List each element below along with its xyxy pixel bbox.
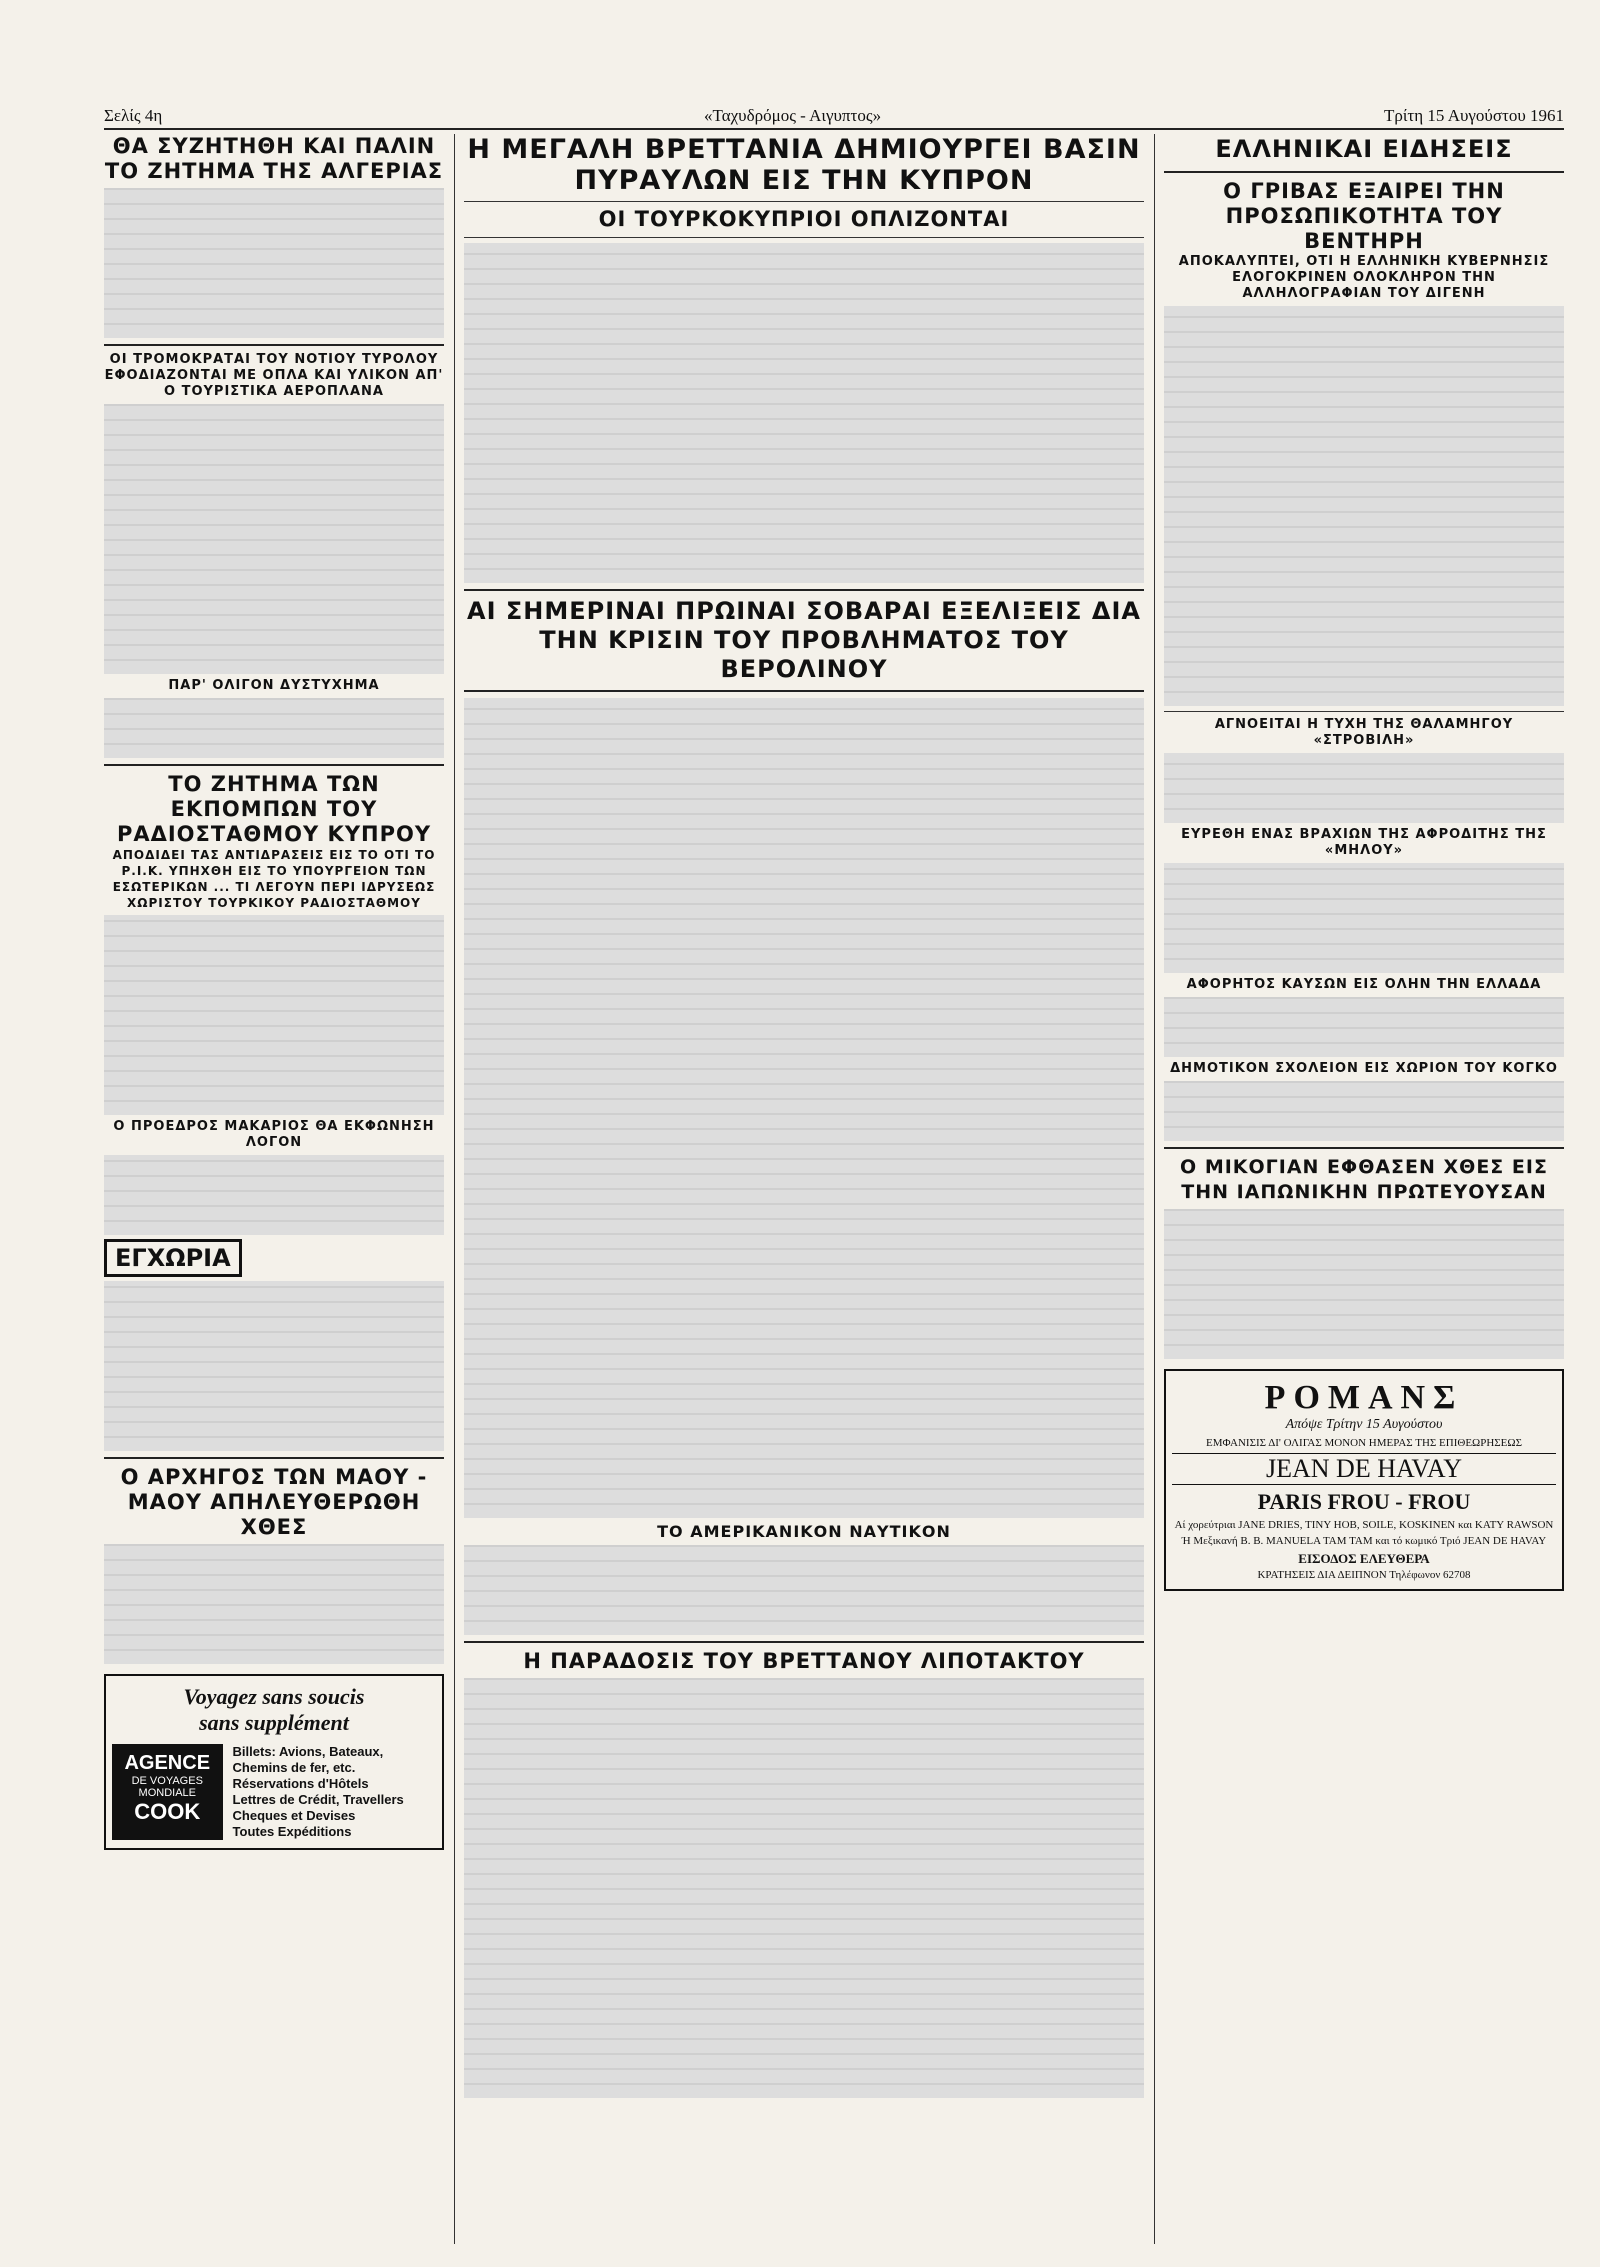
issue-date: Τρίτη 15 Αυγούστου 1961 (1383, 106, 1564, 125)
ad-phone: ΚΡΑΤΗΣΕΙΣ ΔΙΑ ΔΕΙΠΝΟΝ Τηλέφωνον 62708 (1257, 1569, 1471, 1581)
headline-tyrol: ΟΙ ΤΡΟΜΟΚΡΑΤΑΙ ΤΟΥ ΝΟΤΙΟΥ ΤΥΡΟΛΟΥ ΕΦΟΔΙΑΖΟΝΤΑΙ ΜΕ ΟΠΛΑ ΚΑΙ ΥΛΙΚΟΝ ΑΠ' Ο ΤΟΥΡΙΣΤΙΚΑ ΑΕΡΟΠΛΑΝΑ (104, 352, 444, 399)
section-logo-local: ΕΓΧΩΡΙΑ (104, 1239, 242, 1277)
headline-radio: ΤΟ ΖΗΤΗΜΑ ΤΩΝ ΕΚΠΟΜΠΩΝ ΤΟΥ ΡΑΔΙΟΣΤΑΘΜΟΥ ΚΥΠΡΟΥ (116, 772, 432, 846)
column-rule (1154, 134, 1155, 2244)
ad-slogan: Voyagez sans soucis (183, 1684, 365, 1709)
ad-item: Réservations d'Hôtels (232, 1776, 369, 1791)
ad-cast: Αί χορεύτριαι JANE DRIES, TINY HOB, SOILE, KOSKINEN και KATY RAWSON (1174, 1519, 1554, 1531)
article-body (464, 1678, 1144, 2098)
subhead-school: ΔΗΜΟΤΙΚΟΝ ΣΧΟΛΕΙΟΝ ΕΙΣ ΧΩΡΙΟΝ ΤΟΥ ΚΟΓΚΟ (1170, 1061, 1558, 1076)
ad-line: ΕΜΦΑΝΙΣΙΣ ΔΙ' ΟΛΙΓΑΣ ΜΟΝΟΝ ΗΜΕΡΑΣ ΤΗΣ ΕΠΙΘΕΩΡΗΣΕΩΣ (1206, 1437, 1522, 1449)
subhead-aphrodite: ΕΥΡΕΘΗ ΕΝΑΣ ΒΡΑΧΙΩΝ ΤΗΣ ΑΦΡΟΔΙΤΗΣ ΤΗΣ «ΜΗΛΟΥ» (1181, 827, 1547, 858)
article-body (464, 1545, 1144, 1635)
article-body (1164, 863, 1564, 973)
ad-show: PARIS FROU - FROU (1257, 1489, 1471, 1514)
ad-cast: Ή Μεξικανή B. B. MANUELA TAM TAM και τό κωμικό Τριό JEAN DE HAVAY (1181, 1535, 1547, 1547)
article-body (1164, 306, 1564, 706)
ad-date: Απόψε Τρίτην 15 Αυγούστου (1285, 1417, 1443, 1432)
ad-cook (104, 1674, 444, 1850)
article-body (104, 1544, 444, 1664)
subhead-yacht: ΑΓΝΟΕΙΤΑΙ Η ΤΥΧΗ ΤΗΣ ΘΑΛΑΜΗΓΟΥ «ΣΤΡΟΒΙΛΗ» (1214, 717, 1514, 748)
article-body (464, 698, 1144, 1518)
subhead-grivas: ΑΠΟΚΑΛΥΠΤΕΙ, ΟΤΙ Η ΕΛΛΗΝΙΚΗ ΚΥΒΕΡΝΗΣΙΣ ΕΛΟΓΟΚΡΙΝΕΝ ΟΛΟΚΛΗΡΟΝ ΤΗΝ ΑΛΛΗΛΟΓΡΑΦΙΑΝ ΤΟΥ ΔΙΓΕΝΗ (1178, 254, 1550, 301)
headline-grivas: Ο ΓΡΙΒΑΣ ΕΞΑΙΡΕΙ ΤΗΝ ΠΡΟΣΩΠΙΚΟΤΗΤΑ ΤΟΥ ΒΕΝΤΗΡΗ (1223, 179, 1505, 253)
ad-agency-block: AGENCE DE VOYAGES MONDIALE COOK (112, 1744, 223, 1840)
article-body (104, 915, 444, 1115)
ad-venue: ΡΟΜΑΝΣ (1264, 1379, 1464, 1416)
headline-missile-base: Η ΜΕΓΑΛΗ ΒΡΕΤΤΑΝΙΑ ΔΗΜΙΟΥΡΓΕΙ ΒΑΣΙΝ ΠΥΡΑΥΛΩΝ ΕΙΣ ΤΗΝ ΚΥΠΡΟΝ (467, 134, 1141, 196)
article-body (104, 1155, 444, 1235)
subhead-accident: ΠΑΡ' ΟΛΙΓΟΝ ΔΥΣΤΥΧΗΜΑ (168, 678, 380, 693)
article-body (104, 404, 444, 674)
article-body (1164, 1209, 1564, 1359)
ad-item: Toutes Expéditions (232, 1824, 352, 1839)
paper-name: «Ταχυδρόμος - Αιγυπτος» (704, 106, 882, 125)
column-center (464, 134, 1144, 2102)
section-greek-news: ΕΛΛΗΝΙΚΑΙ ΕΙΔΗΣΕΙΣ (1215, 135, 1513, 163)
article-body (104, 188, 444, 338)
headline-turkish-cypriots: ΟΙ ΤΟΥΡΚΟΚΥΠΡΙΟΙ ΟΠΛΙΖΟΝΤΑΙ (598, 207, 1010, 231)
column-right (1164, 134, 1564, 1591)
article-body (1164, 1081, 1564, 1141)
subhead-radio: ΑΠΟΔΙΔΕΙ ΤΑΣ ΑΝΤΙΔΡΑΣΕΙΣ ΕΙΣ ΤΟ ΟΤΙ ΤΟ Ρ.Ι.Κ. ΥΠΗΧΘΗ ΕΙΣ ΤΟ ΥΠΟΥΡΓΕΙΟΝ ΤΩΝ ΕΣΩΤΕΡΙΚΩΝ ... ΤΙ ΛΕΓΟΥΝ ΠΕΡΙ ΙΔΡΥΣΕΩΣ ΧΩΡΙΣΤΟΥ ΤΟΥΡΚΙΚΟΥ ΡΑΔΙΟΣΤΑΘΜΟΥ (112, 848, 436, 910)
column-rule (454, 134, 455, 2244)
headline-algeria: ΘΑ ΣΥΖΗΤΗΘΗ ΚΑΙ ΠΑΛΙΝ ΤΟ ΖΗΤΗΜΑ ΤΗΣ ΑΛΓΕΡΙΑΣ (104, 134, 444, 183)
subhead-navy: ΤΟ ΑΜΕΡΙΚΑΝΙΚΟΝ ΝΑΥΤΙΚΟΝ (657, 1522, 951, 1541)
article-body (104, 1281, 444, 1451)
ad-romans (1164, 1369, 1564, 1591)
headline-mau-mau: Ο ΑΡΧΗΓΟΣ ΤΩΝ ΜΑΟΥ - ΜΑΟΥ ΑΠΗΛΕΥΘΕΡΩΘΗ ΧΘΕΣ (120, 1465, 428, 1539)
ad-item: Lettres de Crédit, Travellers Cheques et Devises (232, 1792, 404, 1823)
masthead (104, 104, 1564, 130)
ad-slogan: sans supplément (199, 1710, 349, 1735)
ad-entry: ΕΙΣΟΔΟΣ ΕΛΕΥΘΕΡΑ (1298, 1551, 1430, 1566)
article-body (1164, 997, 1564, 1057)
page-number: Σελίς 4η (104, 106, 163, 125)
headline-berlin: ΑΙ ΣΗΜΕΡΙΝΑΙ ΠΡΩΙΝΑΙ ΣΟΒΑΡΑΙ ΕΞΕΛΙΞΕΙΣ ΔΙΑ ΤΗΝ ΚΡΙΣΙΝ ΤΟΥ ΠΡΟΒΛΗΜΑΤΟΣ ΤΟΥ ΒΕΡΟΛΙΝΟΥ (467, 597, 1141, 683)
ad-star: JEAN DE HAVAY (1172, 1453, 1556, 1485)
headline-mikoyan: Ο ΜΙΚΟΓΙΑΝ ΕΦΘΑΣΕΝ ΧΘΕΣ ΕΙΣ ΤΗΝ ΙΑΠΩΝΙΚΗΝ ΠΡΩΤΕΥΟΥΣΑΝ (1180, 1156, 1548, 1203)
article-body (1164, 753, 1564, 823)
article-body (104, 698, 444, 758)
column-left (104, 134, 444, 1850)
ad-item: Billets: Avions, Bateaux, Chemins de fer, etc. (232, 1744, 384, 1775)
article-body (464, 243, 1144, 583)
subhead-makarios: Ο ΠΡΟΕΔΡΟΣ ΜΑΚΑΡΙΟΣ ΘΑ ΕΚΦΩΝΗΣΗ ΛΟΓΟΝ (113, 1119, 435, 1150)
subhead-heatwave: ΑΦΟΡΗΤΟΣ ΚΑΥΣΩΝ ΕΙΣ ΟΛΗΝ ΤΗΝ ΕΛΛΑΔΑ (1186, 977, 1542, 992)
headline-deserter: Η ΠΑΡΑΔΟΣΙΣ ΤΟΥ ΒΡΕΤΤΑΝΟΥ ΛΙΠΟΤΑΚΤΟΥ (523, 1649, 1085, 1673)
